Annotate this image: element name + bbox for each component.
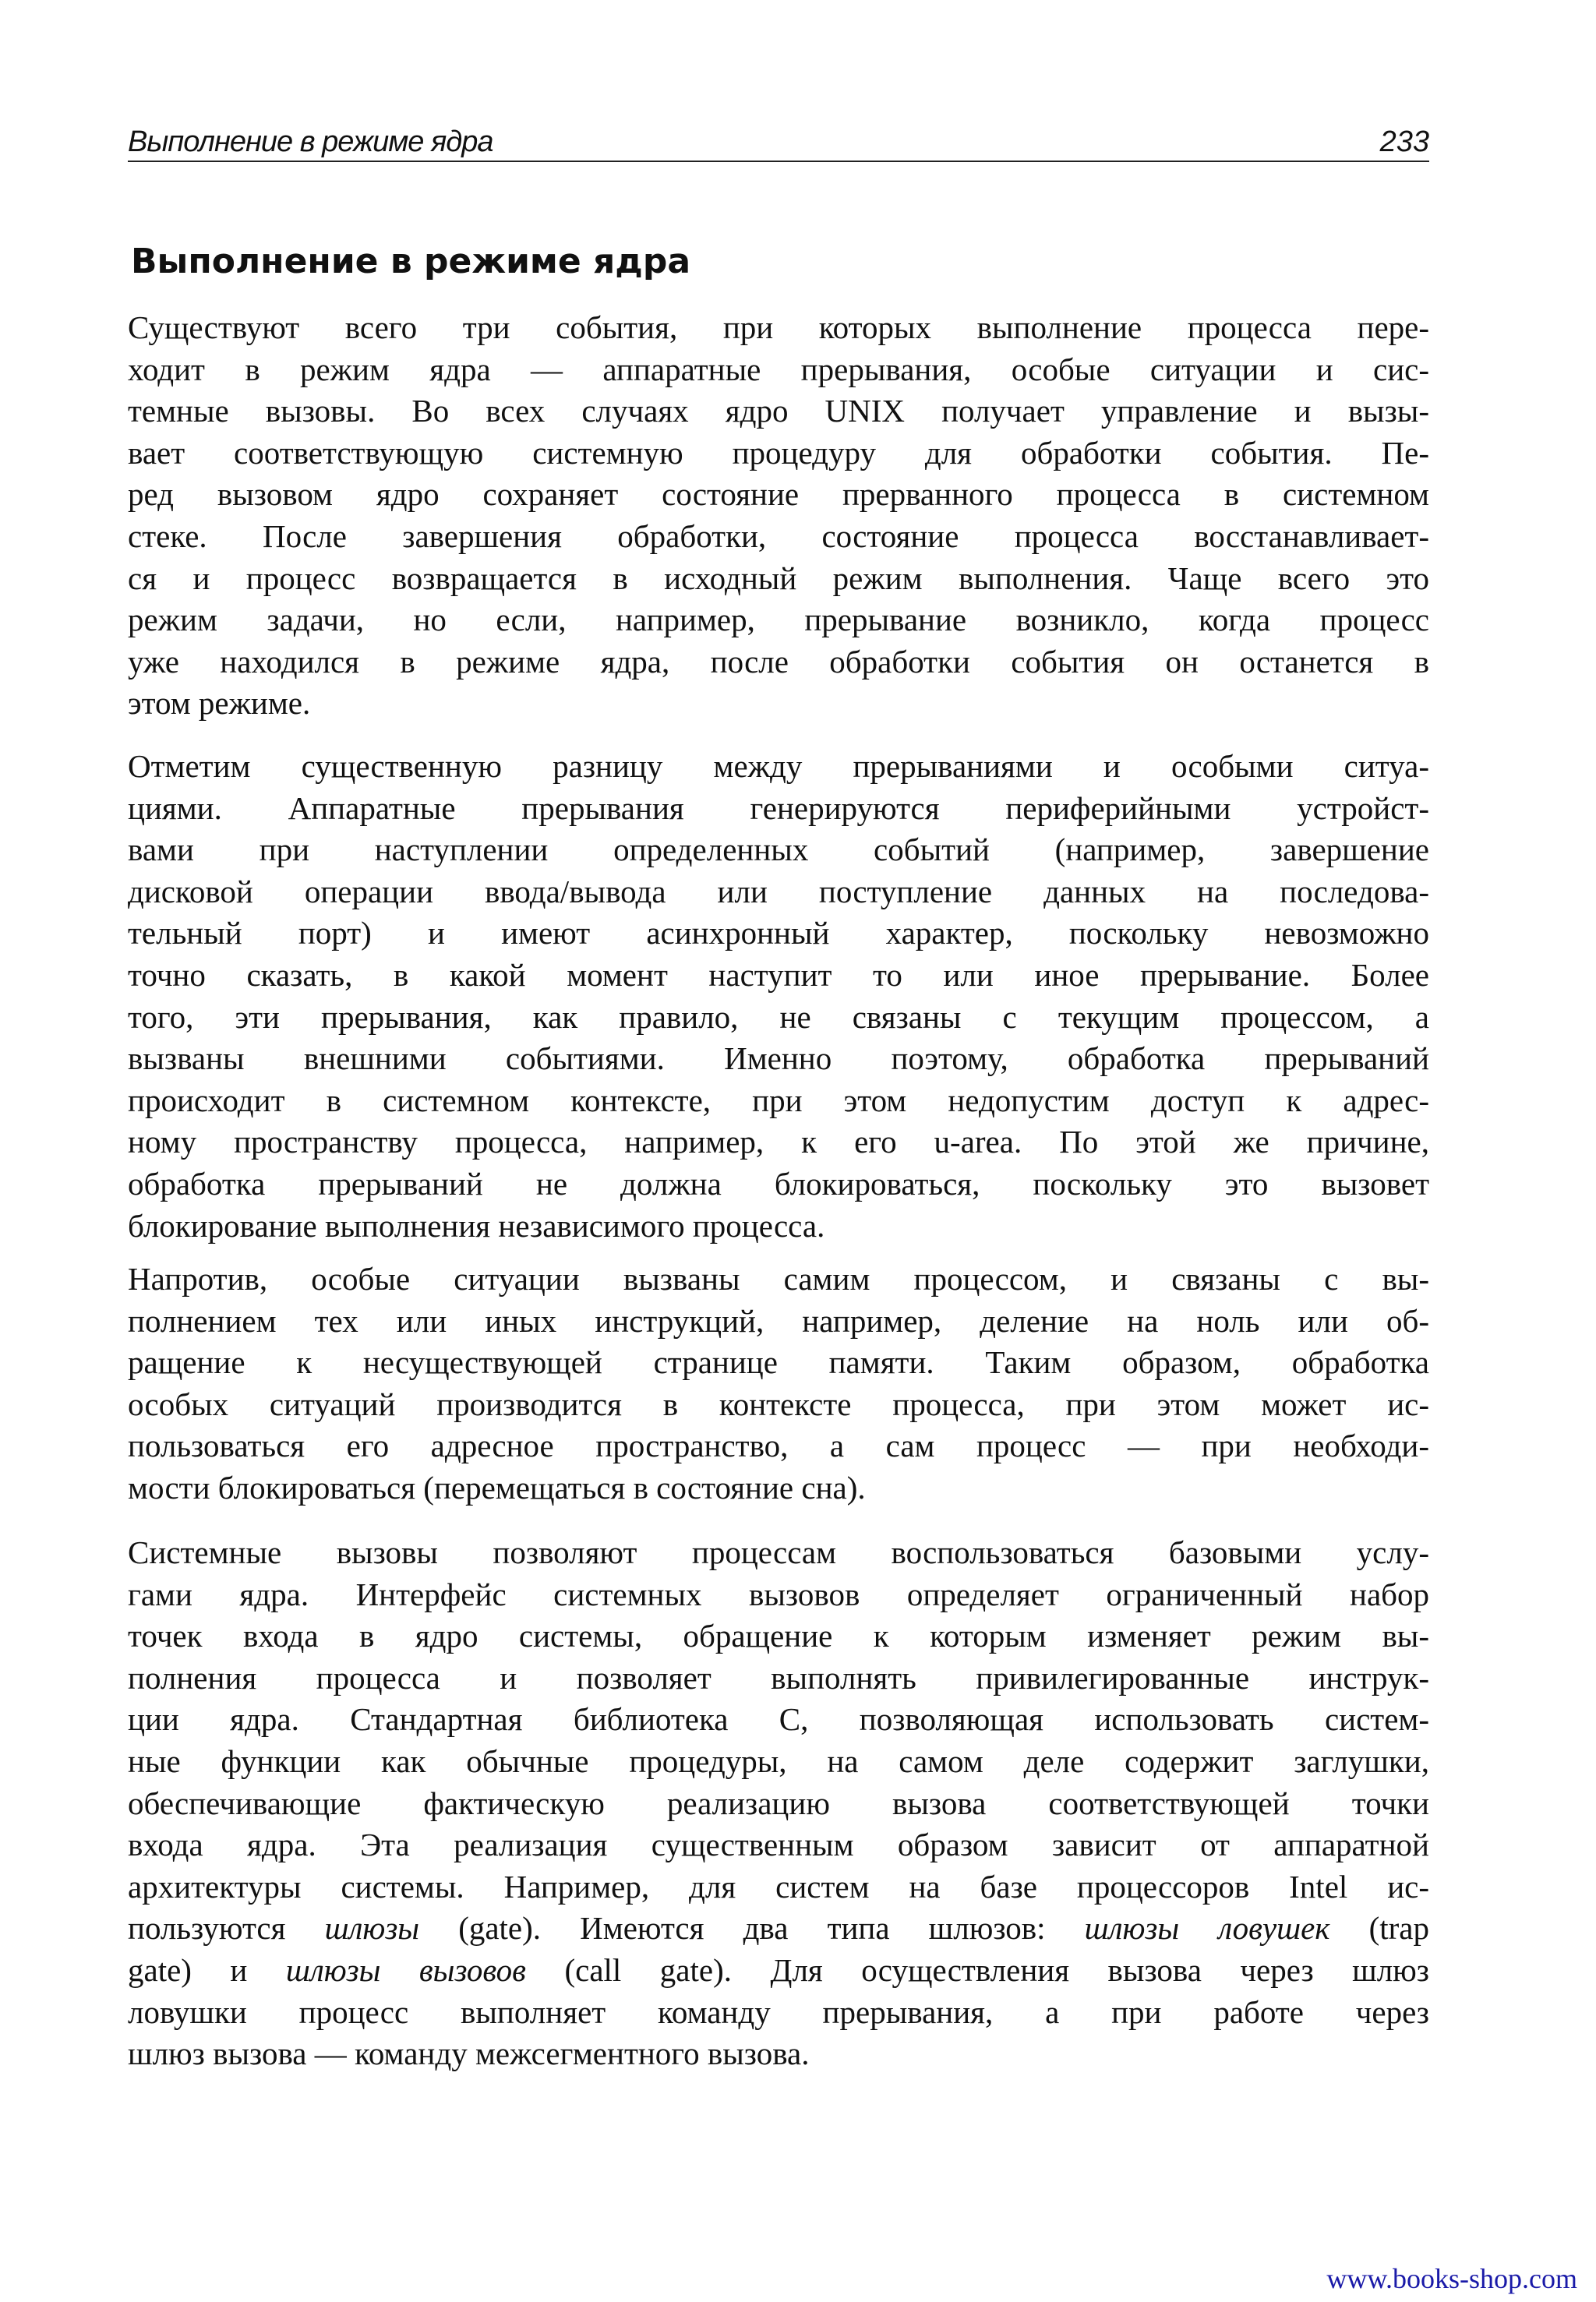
text-line: полнения процесса и позволяет выполнять привилегированные инструк-: [128, 1659, 1429, 1696]
text-line: точно сказать, в какой момент наступит то или иное прерывание. Более: [128, 956, 1429, 993]
text-line: входа ядра. Эта реализация существенным образом зависит от аппаратной: [128, 1827, 1429, 1863]
text-line: гами ядра. Интерфейс системных вызовов определяет ограниченный набор: [128, 1576, 1429, 1612]
running-head-title: Выполнение в режиме ядра: [128, 125, 493, 158]
text-line: Системные вызовы позволяют процессам воспользоваться базовыми услу-: [128, 1534, 1429, 1570]
text-line: дисковой операции ввода/вывода или поступление данных на последова-: [128, 873, 1429, 909]
paragraph-2: [128, 746, 1429, 1247]
text-line: Отметим существенную разницу между прерываниями и особыми ситуа-: [128, 748, 1429, 784]
text-line: тельный порт) и имеют асинхронный характер, поскольку невозможно: [128, 915, 1429, 952]
text-line: мости блокироваться (перемещаться в состояние сна).: [128, 1469, 866, 1506]
text-line: шлюз вызова — команду межсегментного вызова.: [128, 2035, 810, 2072]
paragraph-4: [128, 1532, 1429, 2075]
text-line: Напротив, особые ситуации вызваны самим процессом, и связаны с вы-: [128, 1261, 1429, 1297]
text-line: ращение к несуществующей странице памяти. Таким образом, обработка: [128, 1344, 1429, 1381]
text-line: Существуют всего три события, при которых выполнение процесса пере-: [128, 309, 1429, 345]
text-line: точек входа в ядро системы, обращение к которым изменяет режим вы-: [128, 1618, 1429, 1654]
paragraph-1: [128, 307, 1429, 725]
text-line: ции ядра. Стандартная библиотека C, позволяющая использовать систем-: [128, 1701, 1429, 1738]
text-line: ловушки процесс выполняет команду прерывания, а при работе через: [128, 1993, 1429, 2030]
text-line: ся и процесс возвращается в исходный режим выполнения. Чаще всего это: [128, 560, 1429, 596]
text-line: вает соответствующую системную процедуру для обработки события. Пе-: [128, 434, 1429, 471]
text-line: происходит в системном контексте, при этом недопустим доступ к адрес-: [128, 1082, 1429, 1118]
text-line: пользуются шлюзы (gate). Имеются два типа шлюзов: шлюзы ловушек (trap: [128, 1910, 1429, 1947]
text-line: ред вызовом ядро сохраняет состояние прерванного процесса в системном: [128, 476, 1429, 513]
text-line: вызваны внешними событиями. Именно поэтому, обработка прерываний: [128, 1040, 1429, 1077]
text-line: стеке. После завершения обработки, состояние процесса восстанавливает-: [128, 517, 1429, 554]
text-line: циями. Аппаратные прерывания генерируются периферийными устройст-: [128, 789, 1429, 826]
text-line: блокирование выполнения независимого процесса.: [128, 1207, 825, 1244]
footer-link[interactable]: www.books-shop.com: [1326, 2263, 1577, 2294]
text-line: уже находился в режиме ядра, после обработки события он останется в: [128, 643, 1429, 680]
text-line: того, эти прерывания, как правило, не связаны с текущим процессом, а: [128, 998, 1429, 1035]
text-line: архитектуры системы. Например, для систем на базе процессоров Intel ис-: [128, 1868, 1429, 1905]
text-line: ходит в режим ядра — аппаратные прерывания, особые ситуации и сис-: [128, 351, 1429, 387]
text-line: этом режиме.: [128, 685, 311, 722]
text-line: обработка прерываний не должна блокироваться, поскольку это вызовет: [128, 1165, 1429, 1202]
text-line: режим задачи, но если, например, прерывание возникло, когда процесс: [128, 602, 1429, 638]
page-number: 233: [1379, 125, 1429, 158]
text-line: gate) и шлюзы вызовов (call gate). Для осуществления вызова через шлюз: [128, 1951, 1429, 1988]
text-line: особых ситуаций производится в контексте процесса, при этом может ис-: [128, 1386, 1429, 1422]
paragraph-3: [128, 1259, 1429, 1509]
text-line: темные вызовы. Во всех случаях ядро UNIX получает управление и вызы-: [128, 393, 1429, 429]
section-heading: Выполнение в режиме ядра: [131, 242, 691, 281]
text-line: полнением тех или иных инструкций, например, деление на ноль или об-: [128, 1302, 1429, 1339]
text-line: пользоваться его адресное пространство, а сам процесс — при необходи-: [128, 1428, 1429, 1464]
running-head: [128, 123, 1429, 162]
text-line: вами при наступлении определенных событий (например, завершение: [128, 831, 1429, 868]
text-line: ные функции как обычные процедуры, на самом деле содержит заглушки,: [128, 1742, 1429, 1779]
text-line: ному пространству процесса, например, к его u-area. По этой же причине,: [128, 1124, 1429, 1160]
text-line: обеспечивающие фактическую реализацию вызова соответствующей точки: [128, 1785, 1429, 1821]
